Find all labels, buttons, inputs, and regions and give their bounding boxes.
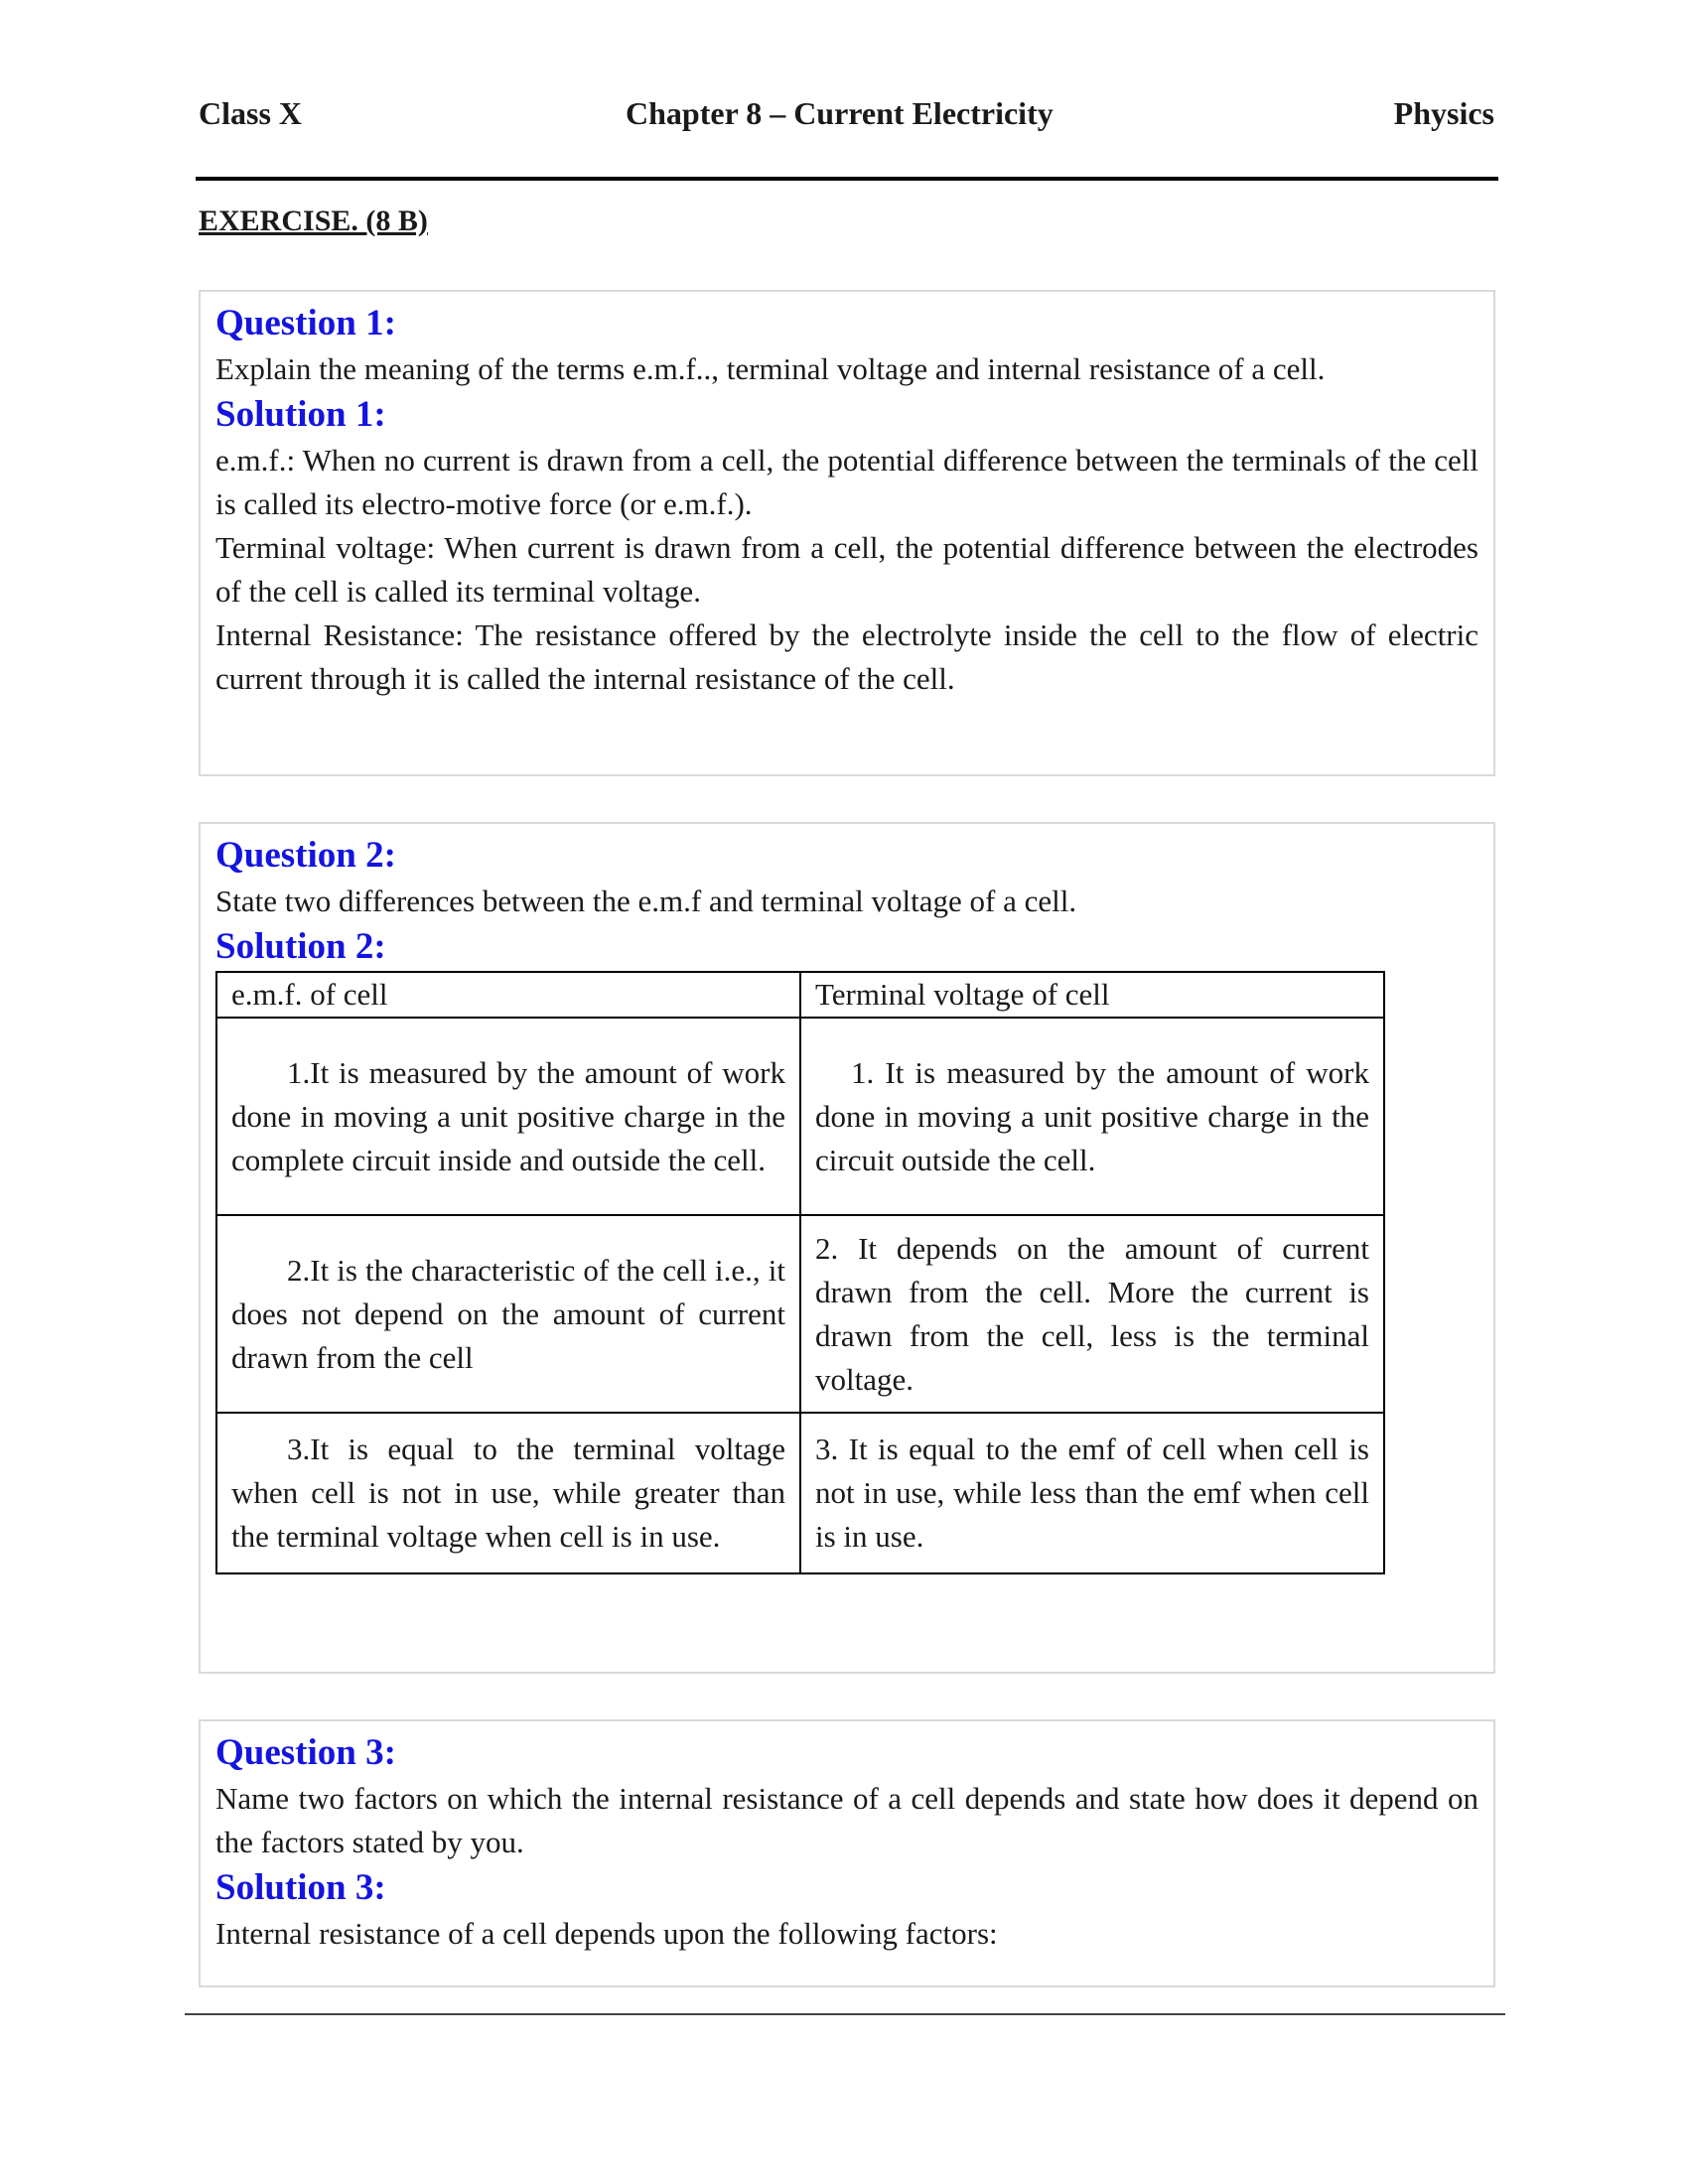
table-cell: 1.It is measured by the amount of work done in moving a unit positive charge in the complete circuit inside and outside the cell. (216, 1018, 800, 1215)
table-header-row (216, 972, 1384, 1018)
question-3-box (199, 1719, 1495, 1987)
footer-divider (185, 2013, 1505, 2015)
header-class: Class X (199, 95, 303, 131)
table-cell: 3. It is equal to the emf of cell when cell is not in use, while less than the emf when cell is in use. (800, 1413, 1384, 1573)
question-2-heading: Question 2: (215, 835, 396, 876)
question-3-text: Name two factors on which the internal resistance of a cell depends and state how does it depend on the factors stated by you. (215, 1781, 1478, 1859)
question-2-box (199, 822, 1495, 1674)
header-chapter: Chapter 8 – Current Electricity (626, 95, 1054, 131)
question-1-heading: Question 1: (215, 303, 396, 343)
solution-2-heading: Solution 2: (215, 926, 386, 967)
solution-1-body (215, 439, 1478, 701)
table-header-cell: e.m.f. of cell (216, 972, 800, 1018)
table-cell: 1. It is measured by the amount of work done in moving a unit positive charge in the circuit outside the cell. (800, 1018, 1384, 1215)
table-cell: 2.It is the characteristic of the cell i.e., it does not depend on the amount of current drawn from the cell (216, 1215, 800, 1413)
solution-1-paragraph: Internal Resistance: The resistance offered by the electrolyte inside the cell to the flow of electric current through it is called the internal resistance of the cell. (215, 617, 1478, 696)
solution-1-heading: Solution 1: (215, 394, 386, 435)
solution-1-paragraph: e.m.f.: When no current is drawn from a cell, the potential difference between the terminals of the cell is called its electro-motive force (or e.m.f.). (215, 443, 1478, 521)
solution-3-heading: Solution 3: (215, 1867, 386, 1908)
header-divider (196, 177, 1498, 181)
comparison-table (215, 971, 1385, 1574)
table-cell: 2. It depends on the amount of current drawn from the cell. More the current is drawn from the cell, less is the terminal voltage. (800, 1215, 1384, 1413)
question-1-box (199, 290, 1495, 776)
solution-1-paragraph: Terminal voltage: When current is drawn from a cell, the potential difference between the electrodes of the cell is called its terminal voltage. (215, 530, 1478, 609)
question-2-text: State two differences between the e.m.f and terminal voltage of a cell. (215, 884, 1077, 918)
table-row (216, 1018, 1384, 1215)
table-row (216, 1413, 1384, 1573)
solution-3-text: Internal resistance of a cell depends upon the following factors: (215, 1916, 998, 1951)
table-row (216, 1215, 1384, 1413)
question-1-text: Explain the meaning of the terms e.m.f.., terminal voltage and internal resistance of a cell. (215, 351, 1326, 386)
table-cell: 3.It is equal to the terminal voltage when cell is not in use, while greater than the terminal voltage when cell is in use. (216, 1413, 800, 1573)
question-3-heading: Question 3: (215, 1732, 396, 1773)
table-header-cell: Terminal voltage of cell (800, 972, 1384, 1018)
page-header (199, 95, 1494, 145)
header-subject: Physics (1393, 95, 1494, 131)
exercise-title: EXERCISE. (8 B) (199, 205, 428, 237)
